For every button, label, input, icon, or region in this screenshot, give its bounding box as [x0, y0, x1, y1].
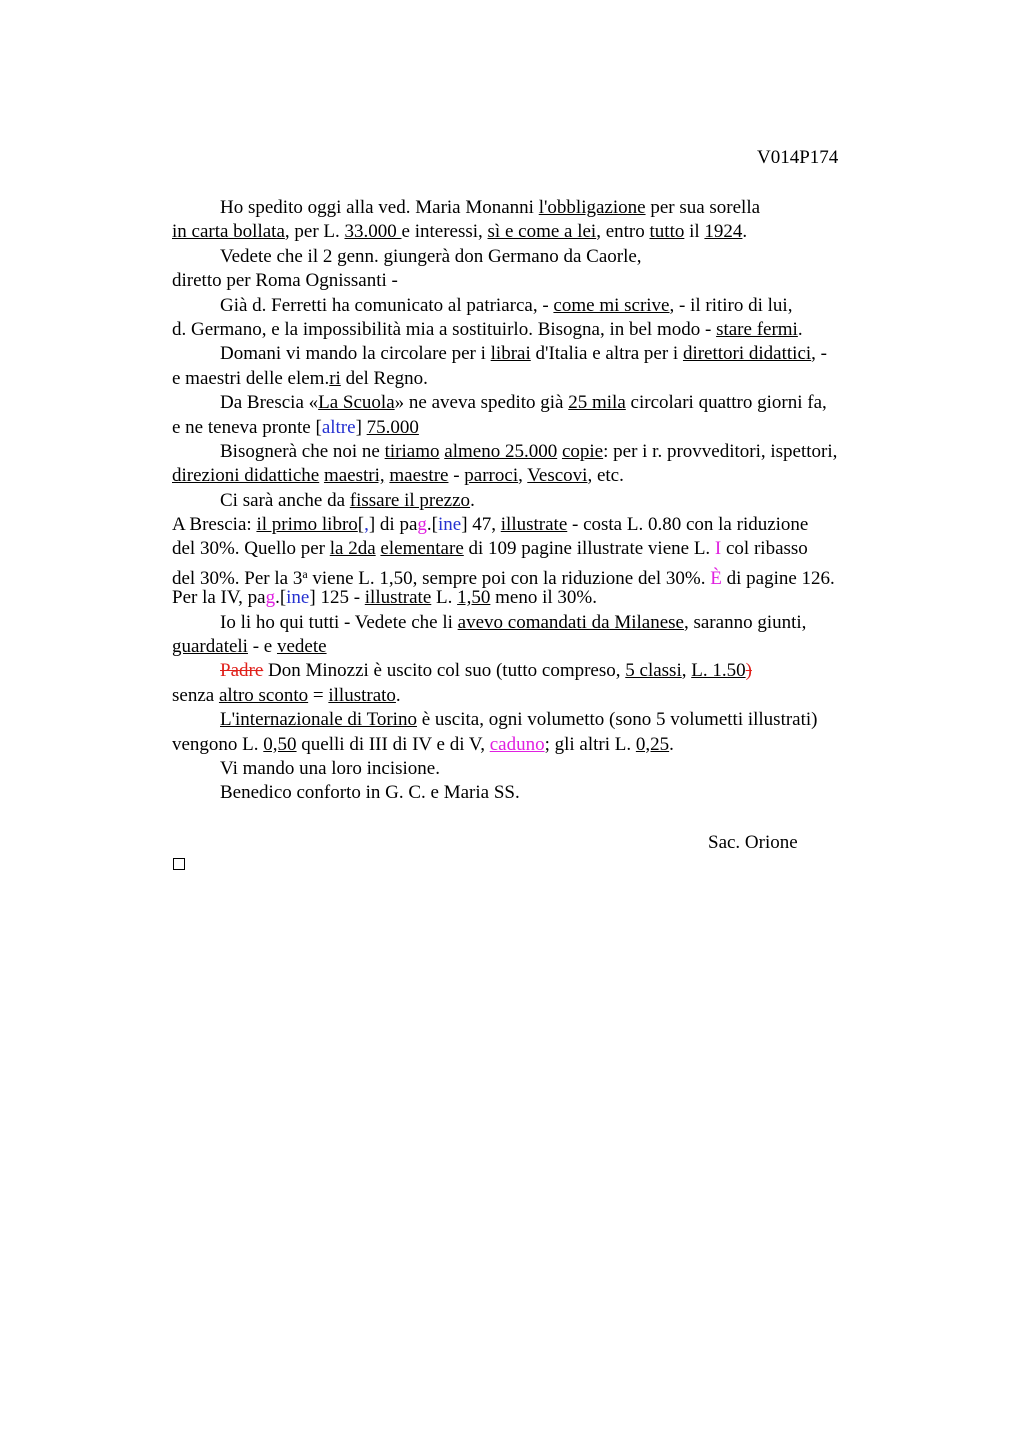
text-segment: - [448, 465, 465, 487]
underlined-text: parroci [464, 465, 519, 487]
underlined-text: La Scuola [318, 392, 395, 414]
text-segment: vengono L. [172, 733, 264, 755]
underlined-text: maestri, [323, 465, 385, 487]
text-segment: di 109 pagine illustrate viene L. [463, 538, 715, 560]
text-segment: ] 125 - [309, 587, 365, 609]
text-segment: . [395, 684, 401, 706]
text-segment: meno il 30%. [490, 587, 597, 609]
text-segment: Domani vi mando la circolare per i [220, 343, 491, 365]
text-segment: ] 47, [461, 514, 501, 536]
text-segment: e ne teneva pronte [ [172, 416, 322, 438]
underlined-text: guardateli [172, 636, 248, 658]
text-line [172, 245, 912, 269]
underlined-text: sì e come a lei [487, 221, 597, 243]
text-line [172, 659, 912, 683]
text-line [172, 757, 912, 781]
text-segment: il [684, 221, 705, 243]
text-segment: , [518, 465, 528, 487]
text-segment: , - [811, 343, 827, 365]
text-segment: a [302, 566, 308, 581]
underlined-text: stare fermi [716, 318, 798, 340]
underlined-text: direzioni didattiche [172, 465, 320, 487]
text-segment: circolari quattro giorni fa, [625, 392, 827, 414]
text-segment: . [797, 318, 803, 340]
text-segment: I [714, 538, 722, 560]
text-segment: Per la IV, pa [172, 587, 266, 609]
text-segment: ine [437, 514, 462, 536]
text-line [172, 611, 912, 635]
text-segment: d'Italia e altra per i [530, 343, 683, 365]
text-segment: Vedete che il 2 genn. giungerà don Germano da Caorle, [220, 245, 642, 267]
underlined-text: avevo comandati da Milanese [457, 611, 684, 633]
underlined-text: illustrate [364, 587, 432, 609]
underlined-text: 33.000 [344, 221, 402, 243]
text-segment: per sua sorella [645, 197, 761, 218]
text-line [172, 342, 912, 366]
text-line [172, 294, 912, 318]
text-segment: , etc. [587, 465, 624, 487]
underlined-text: 1924 [704, 221, 743, 243]
underlined-text: librai [490, 343, 531, 365]
text-segment: Ho spedito oggi alla ved. Maria Monanni [220, 197, 539, 218]
text-line [172, 537, 912, 561]
text-segment: ] [355, 416, 367, 438]
text-segment: - costa L. 0.80 con la riduzione [567, 514, 809, 536]
underlined-text: la 2da [329, 538, 376, 560]
underlined-text: 1,50 [457, 587, 491, 609]
document-reference: V014P174 [757, 147, 839, 168]
text-segment: ; gli altri L. [544, 733, 636, 755]
text-segment: d. Germano, e la impossibilità mia a sostituirlo. Bisogna, in bel modo - [172, 318, 717, 340]
text-segment: di pa [375, 514, 418, 536]
text-segment: Da Brescia « [220, 392, 319, 414]
text-line [172, 708, 912, 732]
text-segment: di pagine 126. [721, 567, 835, 589]
underlined-text: [ [357, 514, 365, 536]
text-segment: e maestri delle elem. [172, 367, 330, 389]
underlined-text: copie [561, 440, 604, 462]
text-line [172, 440, 912, 464]
text-segment: L. [431, 587, 458, 609]
underlined-text: illustrate [500, 514, 568, 536]
text-line [172, 269, 912, 293]
text-segment: viene L. 1,50, sempre poi con la riduzione del 30%. [307, 567, 711, 589]
text-line [172, 220, 912, 244]
underlined-text: il primo libro [256, 514, 358, 536]
underlined-text: in carta bollata [172, 221, 285, 243]
text-segment: Bisognerà che noi ne [220, 440, 385, 462]
text-segment: del Regno. [340, 367, 428, 389]
text-segment: Ci sarà anche da [220, 489, 350, 511]
struck-text: ) [745, 660, 752, 682]
text-segment: . [470, 489, 475, 511]
text-segment: , [681, 660, 692, 682]
underlined-text: tiriamo [384, 440, 440, 462]
struck-text: Padre [220, 660, 264, 682]
text-segment: .[ [275, 587, 287, 609]
text-line [172, 391, 912, 415]
signature: Sac. Orione [708, 832, 798, 853]
text-segment: altre [321, 416, 356, 438]
text-segment: A Brescia: [172, 514, 257, 536]
end-of-document-box [173, 858, 185, 870]
text-segment: È [710, 567, 722, 589]
text-line [172, 635, 912, 659]
text-line [172, 513, 912, 537]
underlined-text: L. 1.50 [691, 660, 746, 682]
underlined-text: L'internazionale di Torino [220, 709, 417, 731]
underlined-text: 25 mila [568, 392, 626, 414]
underlined-text: 0,25 [635, 733, 670, 755]
text-line [172, 586, 912, 610]
text-segment: , per L. [284, 221, 345, 243]
underlined-text: maestre [389, 465, 449, 487]
underlined-text: 0,50 [263, 733, 297, 755]
text-segment: » ne aveva spedito già [394, 392, 569, 414]
text-segment: g [265, 587, 276, 609]
underlined-text: 75.000 [366, 416, 419, 438]
text-segment: col ribasso [721, 538, 808, 560]
text-line [172, 489, 912, 513]
text-line [172, 684, 912, 708]
text-line [172, 562, 912, 589]
text-segment: = [308, 684, 329, 706]
text-line [172, 416, 912, 440]
underlined-text: almeno 25.000 [444, 440, 558, 462]
text-line [172, 196, 912, 220]
underlined-text: l'obbligazione [538, 197, 646, 218]
underlined-text: 5 classi [625, 660, 682, 682]
text-segment: Benedico conforto in G. C. e Maria SS. [220, 782, 520, 804]
underlined-text: tutto [649, 221, 685, 243]
underlined-text: caduno [489, 733, 545, 755]
text-segment: diretto per Roma Ognissanti - [172, 270, 398, 292]
text-segment: - e [247, 636, 277, 658]
text-segment: , saranno giunti, [683, 611, 807, 633]
text-line [172, 367, 912, 391]
text-line [172, 781, 912, 805]
text-segment: g [417, 514, 427, 536]
text-segment: .[ [426, 514, 438, 536]
text-segment: : per i r. provveditori, ispettori, [603, 440, 838, 462]
letter-body [172, 196, 912, 806]
text-segment: ine [286, 587, 310, 609]
text-line [172, 733, 912, 757]
text-segment: quelli di III di IV e di V, [296, 733, 490, 755]
underlined-text: fissare il prezzo [349, 489, 471, 511]
text-segment: Don Minozzi è uscito col suo (tutto compreso, [263, 660, 626, 682]
text-segment: , - il ritiro di lui, [669, 294, 793, 316]
text-segment: Io li ho qui tutti - Vedete che li [220, 611, 458, 633]
underlined-text: elementare [380, 538, 464, 560]
text-segment: . [742, 221, 748, 243]
text-segment: . [669, 733, 674, 755]
text-segment: del 30%. Per la 3 [172, 567, 303, 589]
underlined-text: ri [329, 367, 341, 389]
text-segment: è uscita, ogni volumetto (sono 5 volumetti illustrati) [416, 709, 818, 731]
underlined-text: ] [368, 514, 376, 536]
text-line [172, 464, 912, 488]
text-segment: , entro [596, 221, 650, 243]
text-segment: del 30%. Quello per [172, 538, 330, 560]
underlined-text: Vescovi [527, 465, 588, 487]
underlined-text: come mi scrive [553, 294, 670, 316]
text-segment: Vi mando una loro incisione. [220, 757, 440, 779]
underlined-text: illustrato [328, 684, 396, 706]
text-segment: senza [172, 684, 219, 706]
underlined-text: direttori didattici [682, 343, 812, 365]
underlined-text: , [364, 514, 369, 536]
text-segment: e interessi, [401, 221, 488, 243]
underlined-text: altro sconto [218, 684, 309, 706]
text-line [172, 318, 912, 342]
text-segment: Già d. Ferretti ha comunicato al patriarca, - [220, 294, 554, 316]
underlined-text: vedete [276, 636, 327, 658]
